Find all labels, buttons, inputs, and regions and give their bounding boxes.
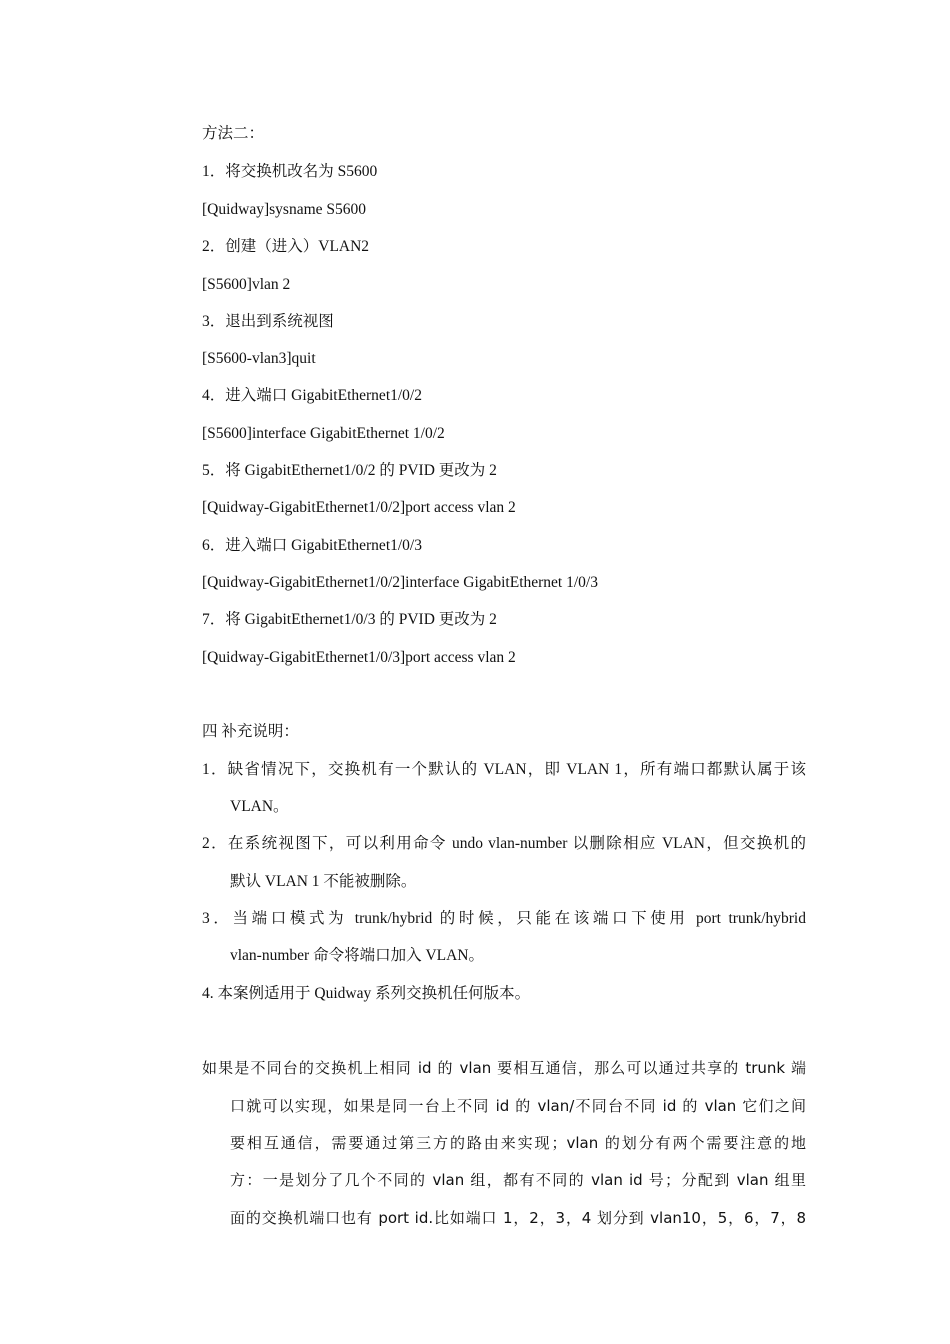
step-1-cmd: [Quidway]sysname S5600 [202, 201, 367, 218]
step-6-desc: 6．进入端口 GigabitEthernet1/0/3 [202, 537, 422, 554]
step-5-desc: 5．将 GigabitEthernet1/0/2 的 PVID 更改为 2 [202, 462, 497, 479]
note-4-line-1: 4. 本案例适用于 Quidway 系列交换机任何版本。 [202, 985, 531, 1002]
step-3-cmd: [S5600-vlan3]quit [202, 350, 316, 367]
step-2-desc: 2．创建（进入）VLAN2 [202, 238, 370, 255]
note-1-line-1: 1．缺省情况下，交换机有一个默认的 VLAN，即 VLAN 1，所有端口都默认属于该 [202, 761, 806, 778]
step-5-cmd: [Quidway-GigabitEthernet1/0/2]port access vlan 2 [202, 499, 516, 516]
step-4-desc: 4．进入端口 GigabitEthernet1/0/2 [202, 387, 422, 404]
step-3-desc: 3．退出到系统视图 [202, 313, 334, 330]
notes-heading: 四 补充说明： [202, 723, 299, 740]
paragraph-line-5: 面的交换机端口也有 port id.比如端口 1，2，3，4 划分到 vlan10，5，6，7，8 [230, 1209, 806, 1227]
step-4-cmd: [S5600]interface GigabitEthernet 1/0/2 [202, 425, 445, 442]
note-2-line-2: 默认 VLAN 1 不能被删除。 [230, 873, 417, 890]
method-two-heading: 方法二： [202, 125, 265, 142]
note-3-line-2: vlan-number 命令将端口加入 VLAN。 [230, 947, 484, 964]
paragraph-line-3: 要相互通信，需要通过第三方的路由来实现；vlan 的划分有两个需要注意的地 [230, 1134, 806, 1152]
note-1-line-2: VLAN。 [230, 798, 289, 815]
paragraph-line-2: 口就可以实现，如果是同一台上不同 id 的 vlan/不同台不同 id 的 vlan 它们之间 [230, 1097, 806, 1115]
step-7-cmd: [Quidway-GigabitEthernet1/0/3]port access vlan 2 [202, 649, 516, 666]
note-2-line-1: 2．在系统视图下，可以利用命令 undo vlan-number 以删除相应 VLAN，但交换机的 [202, 835, 806, 852]
step-1-desc: 1．将交换机改名为 S5600 [202, 163, 378, 180]
step-7-desc: 7．将 GigabitEthernet1/0/3 的 PVID 更改为 2 [202, 611, 497, 628]
note-3-line-1: 3．当端口模式为 trunk/hybrid 的时候，只能在该端口下使用 port trunk/hybrid [202, 910, 806, 927]
step-6-cmd: [Quidway-GigabitEthernet1/0/2]interface GigabitEthernet 1/0/3 [202, 574, 598, 591]
step-2-cmd: [S5600]vlan 2 [202, 276, 291, 293]
paragraph-line-4: 方：一是划分了几个不同的 vlan 组，都有不同的 vlan id 号；分配到 vlan 组里 [230, 1171, 806, 1189]
paragraph-line-1: 如果是不同台的交换机上相同 id 的 vlan 要相互通信，那么可以通过共享的 trunk 端 [202, 1059, 806, 1077]
